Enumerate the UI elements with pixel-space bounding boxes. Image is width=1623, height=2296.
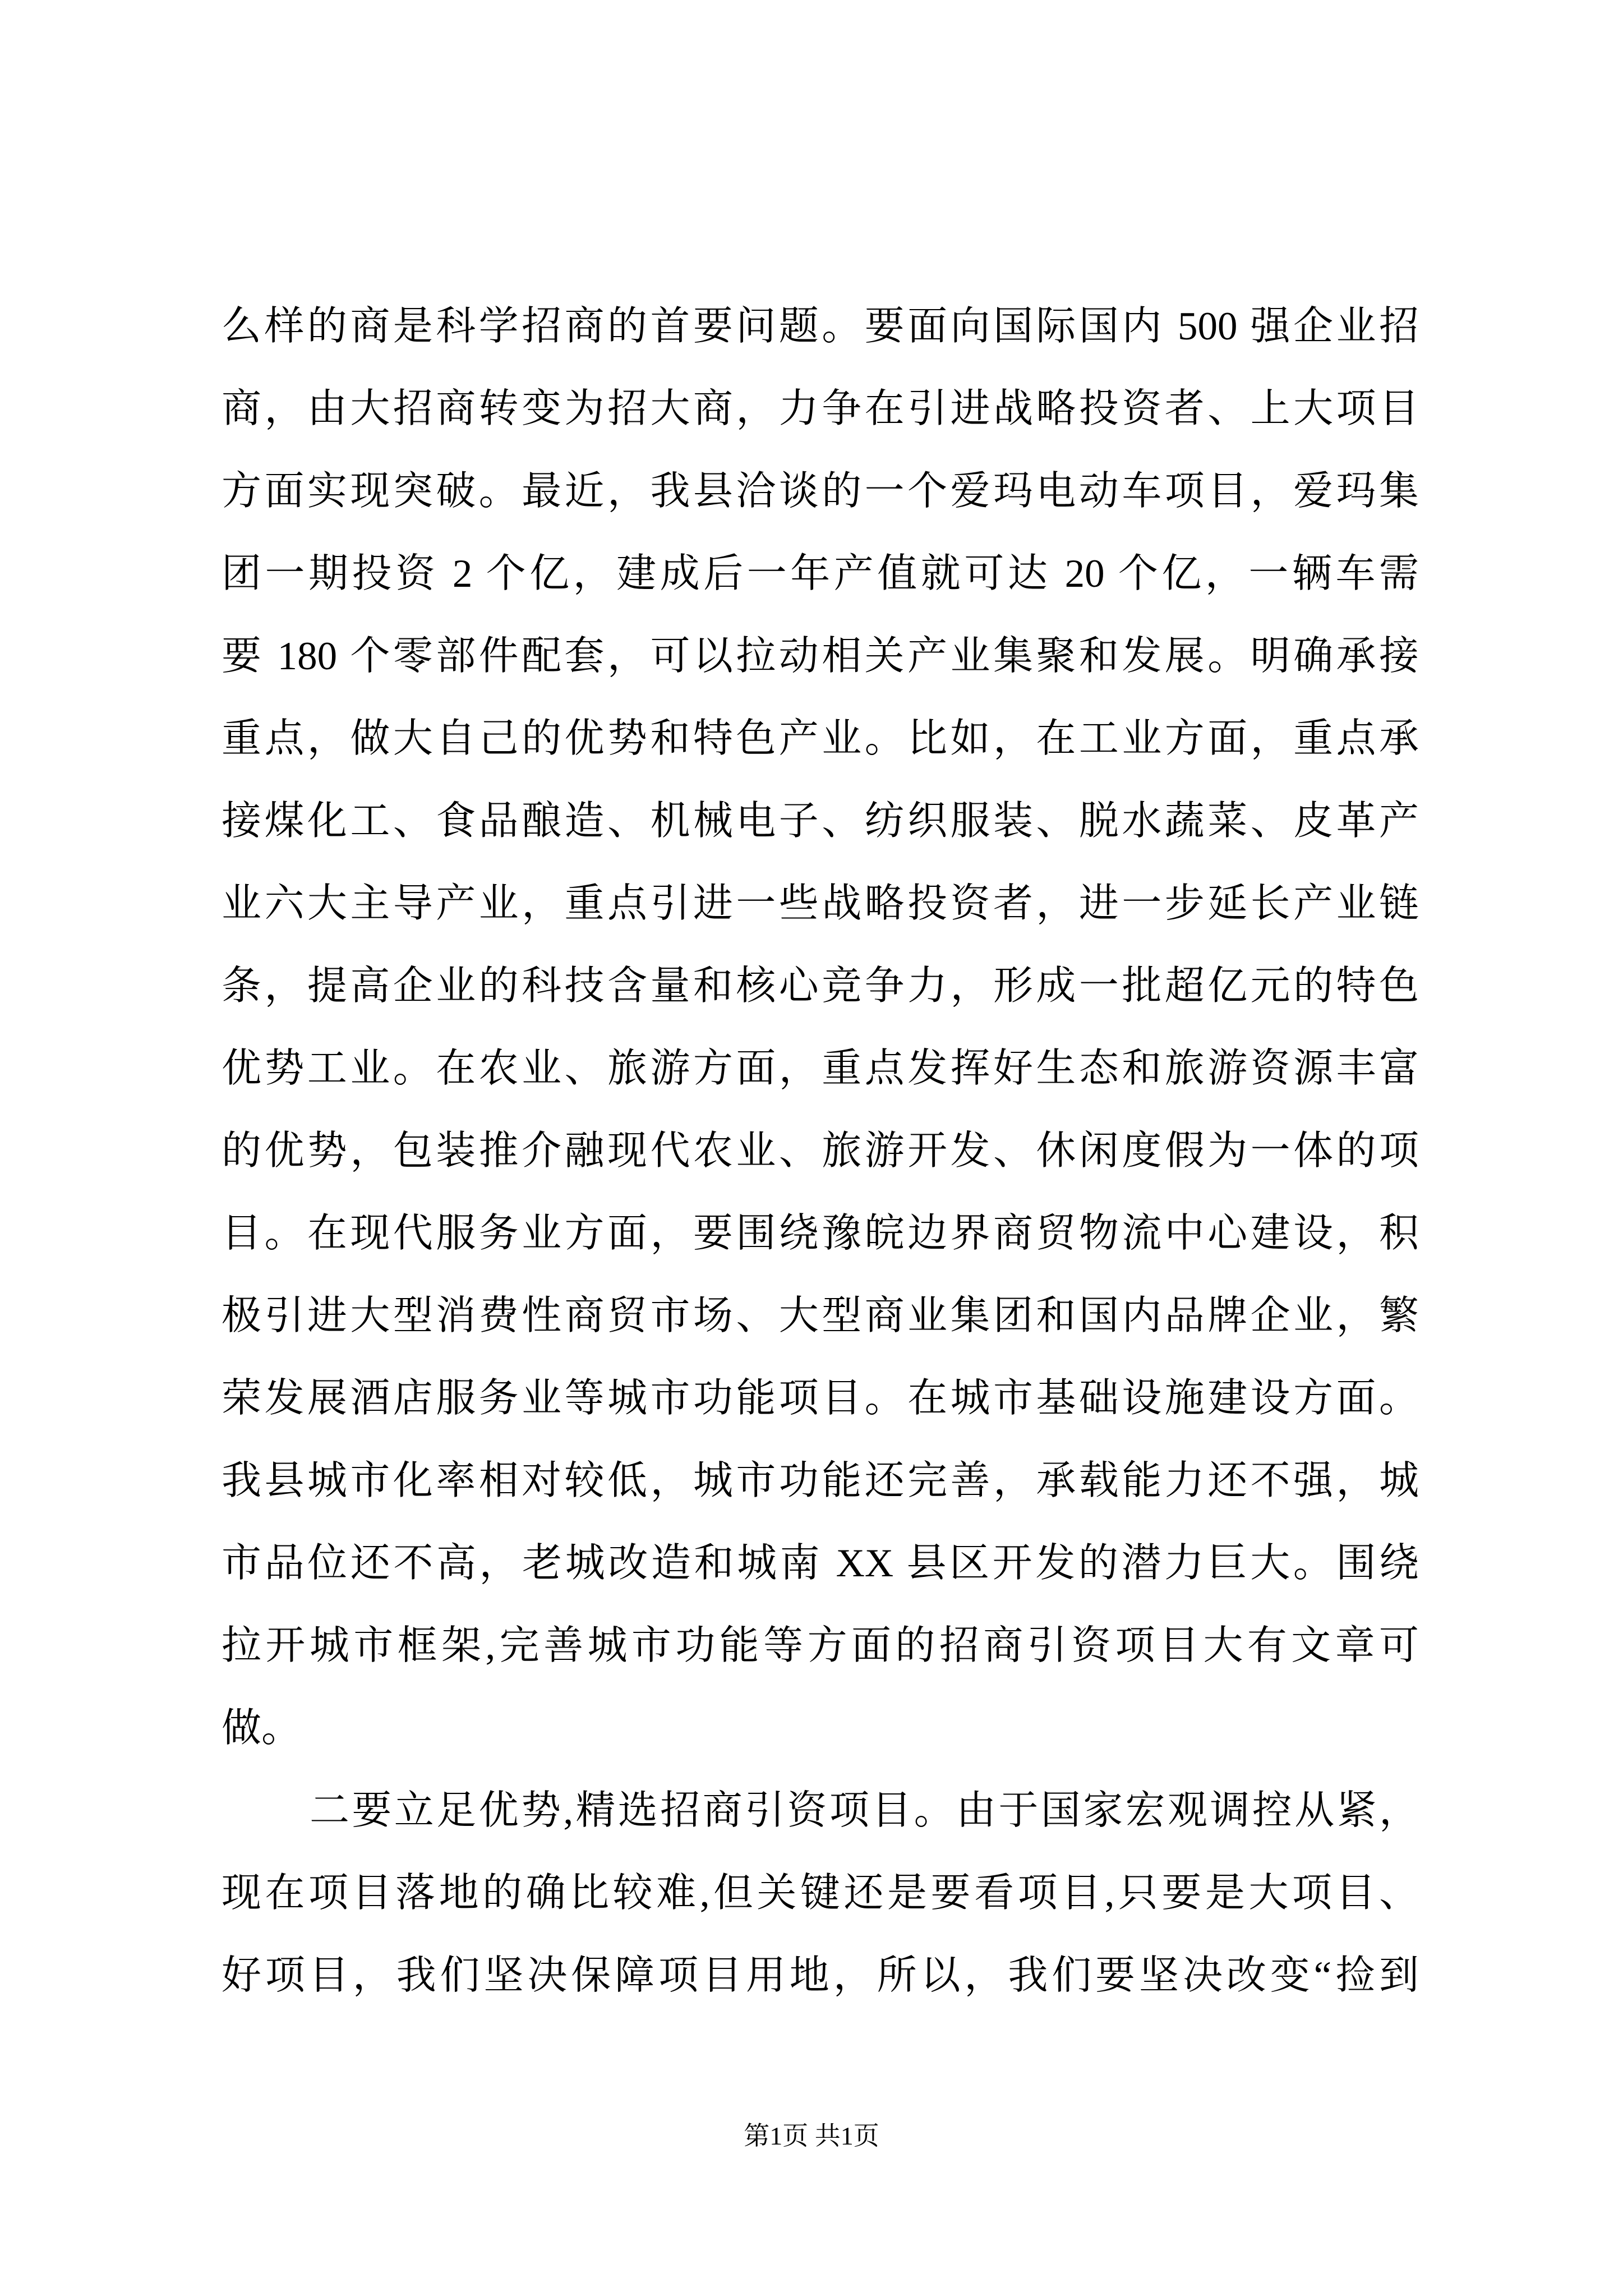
page-footer	[0, 2119, 1623, 2153]
text-line: 荣发展酒店服务业等城市功能项目。在城市基础设施建设方面。	[222, 1377, 1419, 1420]
text-line: 我县城市化率相对较低，城市功能还完善，承载能力还不强，城	[222, 1459, 1419, 1503]
page-number-text: 第1页 共1页	[744, 2122, 879, 2150]
text-line: 业六大主导产业，重点引进一些战略投资者，进一步延长产业链	[222, 882, 1419, 926]
text-line: 现在项目落地的确比较难,但关键还是要看项目,只要是大项目、	[222, 1871, 1419, 1915]
text-line: 好项目，我们坚决保障项目用地，所以，我们要坚决改变“捡到	[222, 1954, 1419, 1998]
paragraph-2	[222, 1770, 1419, 2017]
text-line: 市品位还不高，老城改造和城南 XX 县区开发的潜力巨大。围绕	[222, 1542, 1419, 1585]
text-line: 优势工业。在农业、旅游方面，重点发挥好生态和旅游资源丰富	[222, 1047, 1419, 1091]
text-line: 二要立足优势,精选招商引资项目。由于国家宏观调控从紧，	[310, 1789, 1419, 1833]
text-line: 要 180 个零部件配套，可以拉动相关产业集聚和发展。明确承接	[222, 634, 1419, 678]
text-line: 做。	[222, 1706, 302, 1750]
paragraph-1	[222, 286, 1419, 1770]
text-line: 团一期投资 2 个亿，建成后一年产值就可达 20 个亿，一辆车需	[222, 552, 1419, 596]
text-line: 方面实现突破。最近，我县洽谈的一个爱玛电动车项目，爱玛集	[222, 470, 1419, 513]
text-line: 接煤化工、食品酿造、机械电子、纺织服装、脱水蔬菜、皮革产	[222, 799, 1419, 843]
text-line: 目。在现代服务业方面，要围绕豫皖边界商贸物流中心建设，积	[222, 1212, 1419, 1255]
text-line: 条，提高企业的科技含量和核心竞争力，形成一批超亿元的特色	[222, 964, 1419, 1008]
text-line: 的优势，包装推介融现代农业、旅游开发、休闲度假为一体的项	[222, 1129, 1419, 1173]
document-body	[222, 286, 1419, 2017]
text-line: 么样的商是科学招商的首要问题。要面向国际国内 500 强企业招	[222, 305, 1419, 348]
text-line: 商，由大招商转变为招大商，力争在引进战略投资者、上大项目	[222, 387, 1419, 431]
text-line: 极引进大型消费性商贸市场、大型商业集团和国内品牌企业，繁	[222, 1294, 1419, 1338]
text-line: 重点，做大自己的优势和特色产业。比如，在工业方面，重点承	[222, 717, 1419, 761]
text-line: 拉开城市框架,完善城市功能等方面的招商引资项目大有文章可	[222, 1624, 1419, 1668]
